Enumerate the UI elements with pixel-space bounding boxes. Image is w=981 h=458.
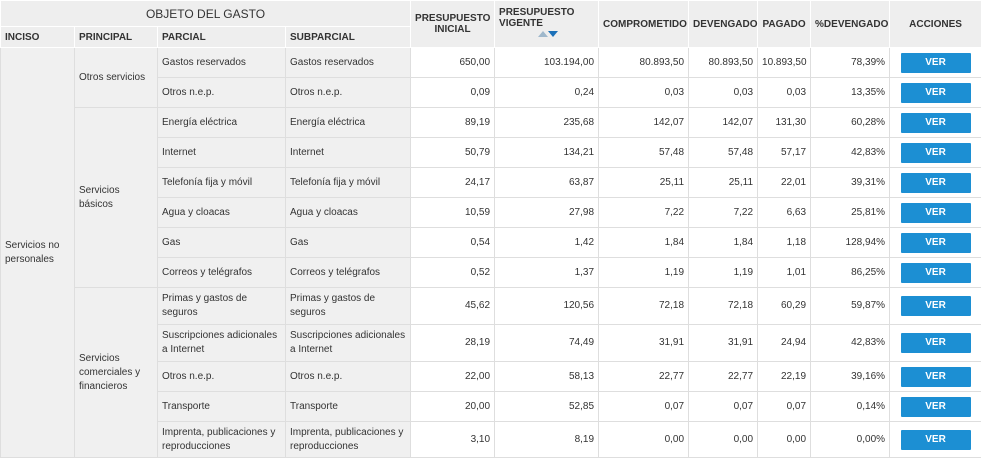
- subparcial-cell: Energía eléctrica: [286, 108, 411, 138]
- comprometido-cell: 0,07: [599, 392, 689, 422]
- subparcial-cell: Primas y gastos de seguros: [286, 288, 411, 325]
- vigente-cell: 0,24: [495, 78, 599, 108]
- acciones-cell: [890, 325, 981, 362]
- table-row: [1, 48, 981, 78]
- acciones-cell: [890, 392, 981, 422]
- subparcial-cell: Gas: [286, 228, 411, 258]
- sort-up-triangle-icon: [538, 31, 548, 37]
- ver-button[interactable]: VER: [901, 53, 971, 73]
- devengado-cell: 31,91: [689, 325, 758, 362]
- pagado-cell: 57,17: [758, 138, 811, 168]
- header-principal[interactable]: PRINCIPAL: [75, 27, 158, 48]
- comprometido-cell: 1,19: [599, 258, 689, 288]
- vigente-cell: 1,42: [495, 228, 599, 258]
- vigente-cell: 52,85: [495, 392, 599, 422]
- devengado-cell: 7,22: [689, 198, 758, 228]
- acciones-cell: [890, 78, 981, 108]
- subparcial-cell: Imprenta, publicaciones y reproducciones: [286, 422, 411, 458]
- parcial-cell: Otros n.e.p.: [158, 362, 286, 392]
- devengado-cell: 0,00: [689, 422, 758, 458]
- comprometido-cell: 0,03: [599, 78, 689, 108]
- inicial-cell: 50,79: [411, 138, 495, 168]
- acciones-cell: [890, 108, 981, 138]
- principal-cell: Servicios comerciales y financieros: [75, 288, 158, 458]
- header-presupuesto-vigente-label: PRESUPUESTO VIGENTE: [499, 7, 594, 29]
- parcial-cell: Transporte: [158, 392, 286, 422]
- ver-button[interactable]: VER: [901, 296, 971, 316]
- pagado-cell: 131,30: [758, 108, 811, 138]
- header-pct-devengado[interactable]: %DEVENGADO: [811, 1, 890, 48]
- subparcial-cell: Agua y cloacas: [286, 198, 411, 228]
- devengado-cell: 1,84: [689, 228, 758, 258]
- header-devengado[interactable]: DEVENGADO: [689, 1, 758, 48]
- ver-button[interactable]: VER: [901, 263, 971, 283]
- comprometido-cell: 25,11: [599, 168, 689, 198]
- inicial-cell: 28,19: [411, 325, 495, 362]
- header-objeto-del-gasto: OBJETO DEL GASTO: [1, 1, 411, 27]
- ver-button[interactable]: VER: [901, 397, 971, 417]
- vigente-cell: 58,13: [495, 362, 599, 392]
- pagado-cell: 24,94: [758, 325, 811, 362]
- vigente-cell: 74,49: [495, 325, 599, 362]
- header-subparcial[interactable]: SUBPARCIAL: [286, 27, 411, 48]
- parcial-cell: Gas: [158, 228, 286, 258]
- acciones-cell: [890, 288, 981, 325]
- inicial-cell: 20,00: [411, 392, 495, 422]
- header-pagado[interactable]: PAGADO: [758, 1, 811, 48]
- header-inciso[interactable]: INCISO: [1, 27, 75, 48]
- devengado-cell: 57,48: [689, 138, 758, 168]
- devengado-cell: 0,03: [689, 78, 758, 108]
- inicial-cell: 45,62: [411, 288, 495, 325]
- acciones-cell: [890, 138, 981, 168]
- inicial-cell: 24,17: [411, 168, 495, 198]
- inciso-cell: Servicios no personales: [1, 48, 75, 458]
- devengado-cell: 1,19: [689, 258, 758, 288]
- ver-button[interactable]: VER: [901, 203, 971, 223]
- subparcial-cell: Suscripciones adicionales a Internet: [286, 325, 411, 362]
- subparcial-cell: Internet: [286, 138, 411, 168]
- pct-devengado-cell: 25,81%: [811, 198, 890, 228]
- parcial-cell: Gastos reservados: [158, 48, 286, 78]
- devengado-cell: 22,77: [689, 362, 758, 392]
- subparcial-cell: Gastos reservados: [286, 48, 411, 78]
- vigente-cell: 134,21: [495, 138, 599, 168]
- comprometido-cell: 80.893,50: [599, 48, 689, 78]
- acciones-cell: [890, 258, 981, 288]
- pct-devengado-cell: 42,83%: [811, 138, 890, 168]
- acciones-cell: [890, 422, 981, 458]
- header-presupuesto-vigente[interactable]: [495, 1, 599, 48]
- table-header: [1, 1, 981, 48]
- pagado-cell: 0,07: [758, 392, 811, 422]
- pagado-cell: 10.893,50: [758, 48, 811, 78]
- acciones-cell: [890, 198, 981, 228]
- inicial-cell: 10,59: [411, 198, 495, 228]
- comprometido-cell: 22,77: [599, 362, 689, 392]
- devengado-cell: 142,07: [689, 108, 758, 138]
- header-comprometido[interactable]: COMPROMETIDO: [599, 1, 689, 48]
- pct-devengado-cell: 39,16%: [811, 362, 890, 392]
- header-parcial[interactable]: PARCIAL: [158, 27, 286, 48]
- pct-devengado-cell: 39,31%: [811, 168, 890, 198]
- table-body: [1, 48, 981, 458]
- pct-devengado-cell: 78,39%: [811, 48, 890, 78]
- ver-button[interactable]: VER: [901, 367, 971, 387]
- pagado-cell: 0,00: [758, 422, 811, 458]
- pct-devengado-cell: 42,83%: [811, 325, 890, 362]
- vigente-cell: 235,68: [495, 108, 599, 138]
- subparcial-cell: Transporte: [286, 392, 411, 422]
- vigente-cell: 120,56: [495, 288, 599, 325]
- pct-devengado-cell: 86,25%: [811, 258, 890, 288]
- ver-button[interactable]: VER: [901, 233, 971, 253]
- devengado-cell: 0,07: [689, 392, 758, 422]
- inicial-cell: 0,54: [411, 228, 495, 258]
- comprometido-cell: 7,22: [599, 198, 689, 228]
- ver-button[interactable]: VER: [901, 113, 971, 133]
- acciones-cell: [890, 48, 981, 78]
- pct-devengado-cell: 13,35%: [811, 78, 890, 108]
- parcial-cell: Primas y gastos de seguros: [158, 288, 286, 325]
- inicial-cell: 89,19: [411, 108, 495, 138]
- pct-devengado-cell: 60,28%: [811, 108, 890, 138]
- inicial-cell: 22,00: [411, 362, 495, 392]
- parcial-cell: Internet: [158, 138, 286, 168]
- principal-cell: Otros servicios: [75, 48, 158, 108]
- parcial-cell: Otros n.e.p.: [158, 78, 286, 108]
- vigente-cell: 8,19: [495, 422, 599, 458]
- subparcial-cell: Correos y telégrafos: [286, 258, 411, 288]
- pagado-cell: 1,18: [758, 228, 811, 258]
- comprometido-cell: 72,18: [599, 288, 689, 325]
- sort-desc-icon[interactable]: [538, 29, 558, 40]
- subparcial-cell: Telefonía fija y móvil: [286, 168, 411, 198]
- table-row: [1, 288, 981, 325]
- pagado-cell: 22,19: [758, 362, 811, 392]
- table-row: [1, 108, 981, 138]
- parcial-cell: Correos y telégrafos: [158, 258, 286, 288]
- comprometido-cell: 31,91: [599, 325, 689, 362]
- ver-button[interactable]: VER: [901, 173, 971, 193]
- parcial-cell: Suscripciones adicionales a Internet: [158, 325, 286, 362]
- inicial-cell: 3,10: [411, 422, 495, 458]
- devengado-cell: 72,18: [689, 288, 758, 325]
- pagado-cell: 1,01: [758, 258, 811, 288]
- pagado-cell: 60,29: [758, 288, 811, 325]
- pagado-cell: 22,01: [758, 168, 811, 198]
- inicial-cell: 0,52: [411, 258, 495, 288]
- pct-devengado-cell: 59,87%: [811, 288, 890, 325]
- ver-button[interactable]: VER: [901, 333, 971, 353]
- devengado-cell: 25,11: [689, 168, 758, 198]
- vigente-cell: 103.194,00: [495, 48, 599, 78]
- pct-devengado-cell: 128,94%: [811, 228, 890, 258]
- parcial-cell: Energía eléctrica: [158, 108, 286, 138]
- principal-cell: Servicios básicos: [75, 108, 158, 288]
- ver-button[interactable]: VER: [901, 430, 971, 450]
- inicial-cell: 0,09: [411, 78, 495, 108]
- ver-button[interactable]: VER: [901, 83, 971, 103]
- pagado-cell: 0,03: [758, 78, 811, 108]
- vigente-cell: 27,98: [495, 198, 599, 228]
- ver-button[interactable]: VER: [901, 143, 971, 163]
- devengado-cell: 80.893,50: [689, 48, 758, 78]
- parcial-cell: Agua y cloacas: [158, 198, 286, 228]
- parcial-cell: Imprenta, publicaciones y reproducciones: [158, 422, 286, 458]
- header-presupuesto-inicial[interactable]: PRESUPUESTO INICIAL: [411, 1, 495, 48]
- parcial-cell: Telefonía fija y móvil: [158, 168, 286, 198]
- comprometido-cell: 0,00: [599, 422, 689, 458]
- acciones-cell: [890, 228, 981, 258]
- comprometido-cell: 142,07: [599, 108, 689, 138]
- vigente-cell: 63,87: [495, 168, 599, 198]
- acciones-cell: [890, 168, 981, 198]
- subparcial-cell: Otros n.e.p.: [286, 78, 411, 108]
- vigente-cell: 1,37: [495, 258, 599, 288]
- inicial-cell: 650,00: [411, 48, 495, 78]
- sort-down-triangle-icon: [548, 31, 558, 37]
- pct-devengado-cell: 0,00%: [811, 422, 890, 458]
- comprometido-cell: 57,48: [599, 138, 689, 168]
- comprometido-cell: 1,84: [599, 228, 689, 258]
- pct-devengado-cell: 0,14%: [811, 392, 890, 422]
- acciones-cell: [890, 362, 981, 392]
- subparcial-cell: Otros n.e.p.: [286, 362, 411, 392]
- pagado-cell: 6,63: [758, 198, 811, 228]
- header-acciones: ACCIONES: [890, 1, 981, 48]
